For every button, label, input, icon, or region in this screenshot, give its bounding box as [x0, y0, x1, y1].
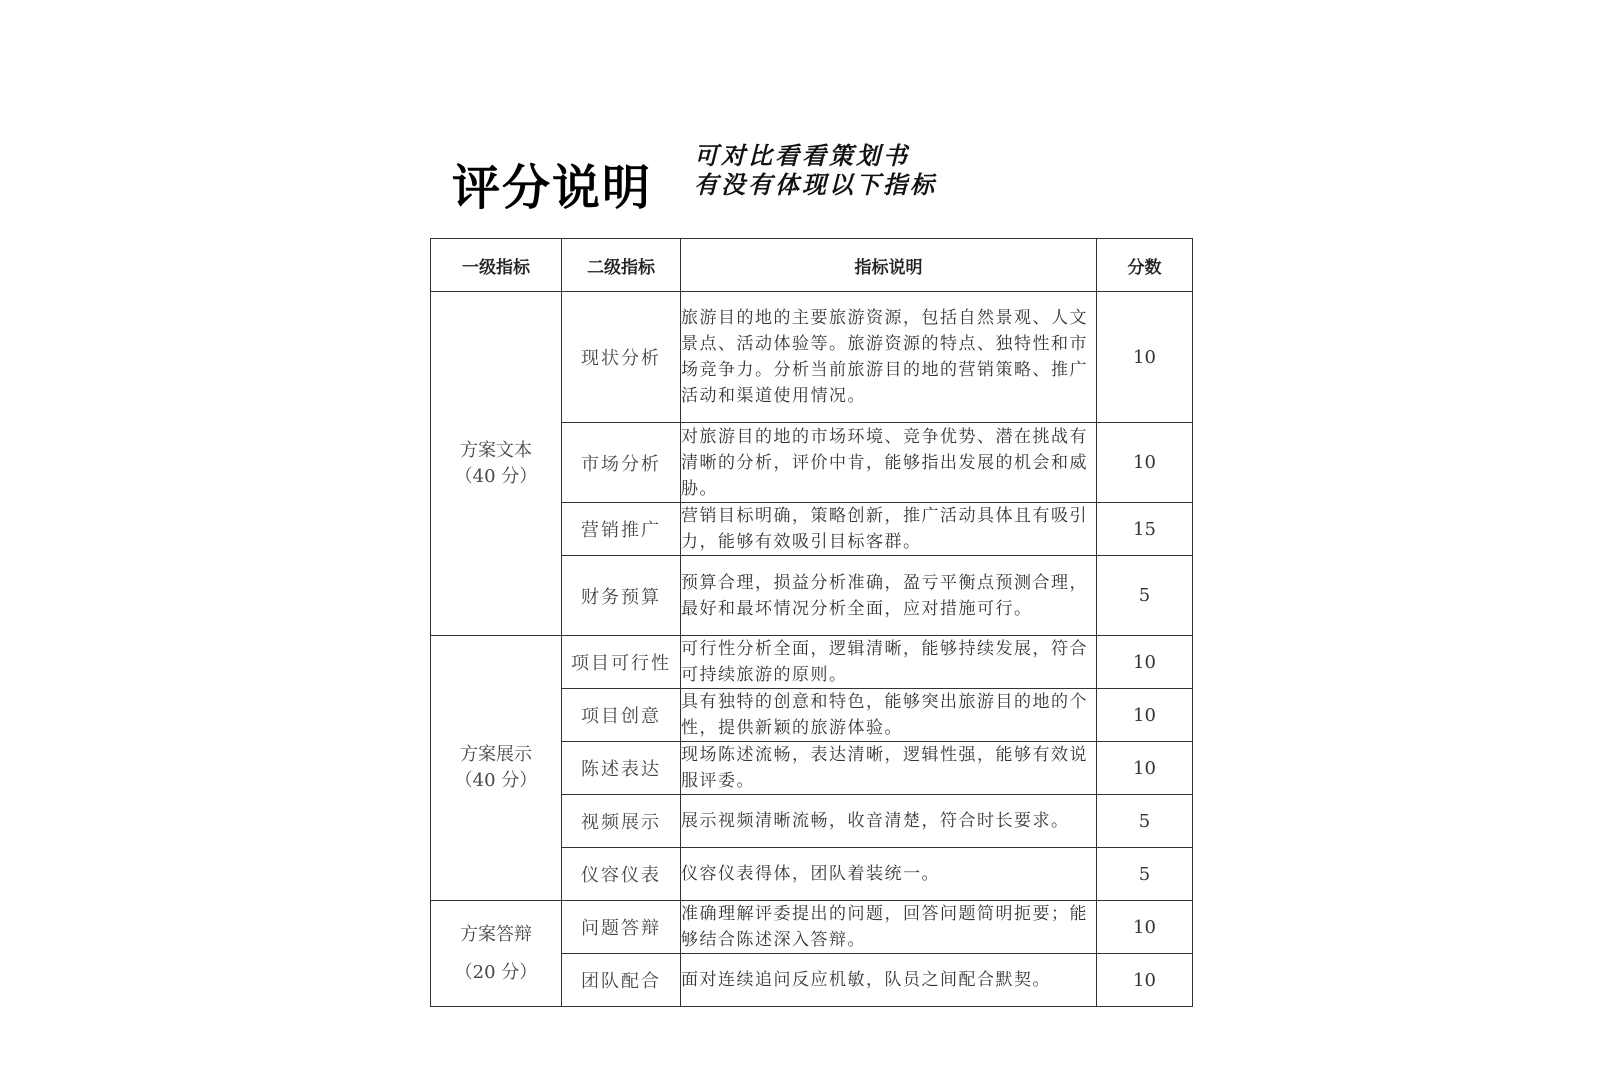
indicator-cell: 陈述表达 [562, 742, 681, 795]
score-cell: 10 [1097, 636, 1193, 689]
description-cell: 对旅游目的地的市场环境、竞争优势、潜在挑战有清晰的分析，评价中肯，能够指出发展的机会和威胁。 [681, 423, 1097, 503]
table-row [431, 901, 1193, 954]
score-cell: 5 [1097, 848, 1193, 901]
score-cell: 5 [1097, 795, 1193, 848]
description-cell: 展示视频清晰流畅，收音清楚，符合时长要求。 [681, 795, 1097, 848]
description-cell: 仪容仪表得体，团队着装统一。 [681, 848, 1097, 901]
description-cell: 面对连续追问反应机敏，队员之间配合默契。 [681, 954, 1097, 1007]
description-cell: 营销目标明确，策略创新，推广活动具体且有吸引力，能够有效吸引目标客群。 [681, 503, 1097, 556]
scoring-table-container [430, 238, 1193, 1007]
score-cell: 10 [1097, 742, 1193, 795]
group-points: （20 分） [454, 961, 538, 983]
note-line-2: 有没有体现以下指标 [694, 171, 937, 199]
score-cell: 10 [1097, 954, 1193, 1007]
description-cell: 具有独特的创意和特色，能够突出旅游目的地的个性，提供新颖的旅游体验。 [681, 689, 1097, 742]
group-name: 方案答辩 [460, 923, 532, 945]
description-cell: 预算合理，损益分析准确，盈亏平衡点预测合理，最好和最坏情况分析全面，应对措施可行。 [681, 556, 1097, 636]
indicator-cell: 财务预算 [562, 556, 681, 636]
header-level2: 二级指标 [562, 239, 681, 292]
score-cell: 10 [1097, 292, 1193, 423]
group-cell-text [431, 292, 562, 636]
indicator-cell: 现状分析 [562, 292, 681, 423]
indicator-cell: 团队配合 [562, 954, 681, 1007]
score-cell: 10 [1097, 689, 1193, 742]
score-cell: 5 [1097, 556, 1193, 636]
header-description: 指标说明 [681, 239, 1097, 292]
group-name: 方案文本 [460, 439, 532, 461]
description-cell: 现场陈述流畅，表达清晰，逻辑性强，能够有效说服评委。 [681, 742, 1097, 795]
score-cell: 10 [1097, 901, 1193, 954]
page-title: 评分说明 [452, 160, 653, 216]
table-header-row [431, 239, 1193, 292]
description-cell: 旅游目的地的主要旅游资源，包括自然景观、人文景点、活动体验等。旅游资源的特点、独特性和市场竞争力。分析当前旅游目的地的营销策略、推广活动和渠道使用情况。 [681, 292, 1097, 423]
header-score: 分数 [1097, 239, 1193, 292]
description-cell: 准确理解评委提出的问题，回答问题简明扼要；能够结合陈述深入答辩。 [681, 901, 1097, 954]
score-cell: 10 [1097, 423, 1193, 503]
indicator-cell: 营销推广 [562, 503, 681, 556]
group-name: 方案展示 [460, 744, 532, 765]
indicator-cell: 问题答辩 [562, 901, 681, 954]
indicator-cell: 市场分析 [562, 423, 681, 503]
indicator-cell: 仪容仪表 [562, 848, 681, 901]
score-cell: 15 [1097, 503, 1193, 556]
header-level1: 一级指标 [431, 239, 562, 292]
table-row [431, 636, 1193, 689]
scoring-table [430, 238, 1193, 1007]
handwritten-note [694, 142, 937, 200]
description-cell: 可行性分析全面，逻辑清晰，能够持续发展，符合可持续旅游的原则。 [681, 636, 1097, 689]
note-line-1: 可对比看看策划书 [694, 142, 910, 170]
indicator-cell: 项目创意 [562, 689, 681, 742]
group-cell-presentation [431, 636, 562, 901]
table-row [431, 292, 1193, 423]
group-points: （40 分） [454, 770, 538, 791]
group-cell-defense [431, 901, 562, 1007]
indicator-cell: 项目可行性 [562, 636, 681, 689]
indicator-cell: 视频展示 [562, 795, 681, 848]
group-points: （40 分） [454, 465, 538, 487]
